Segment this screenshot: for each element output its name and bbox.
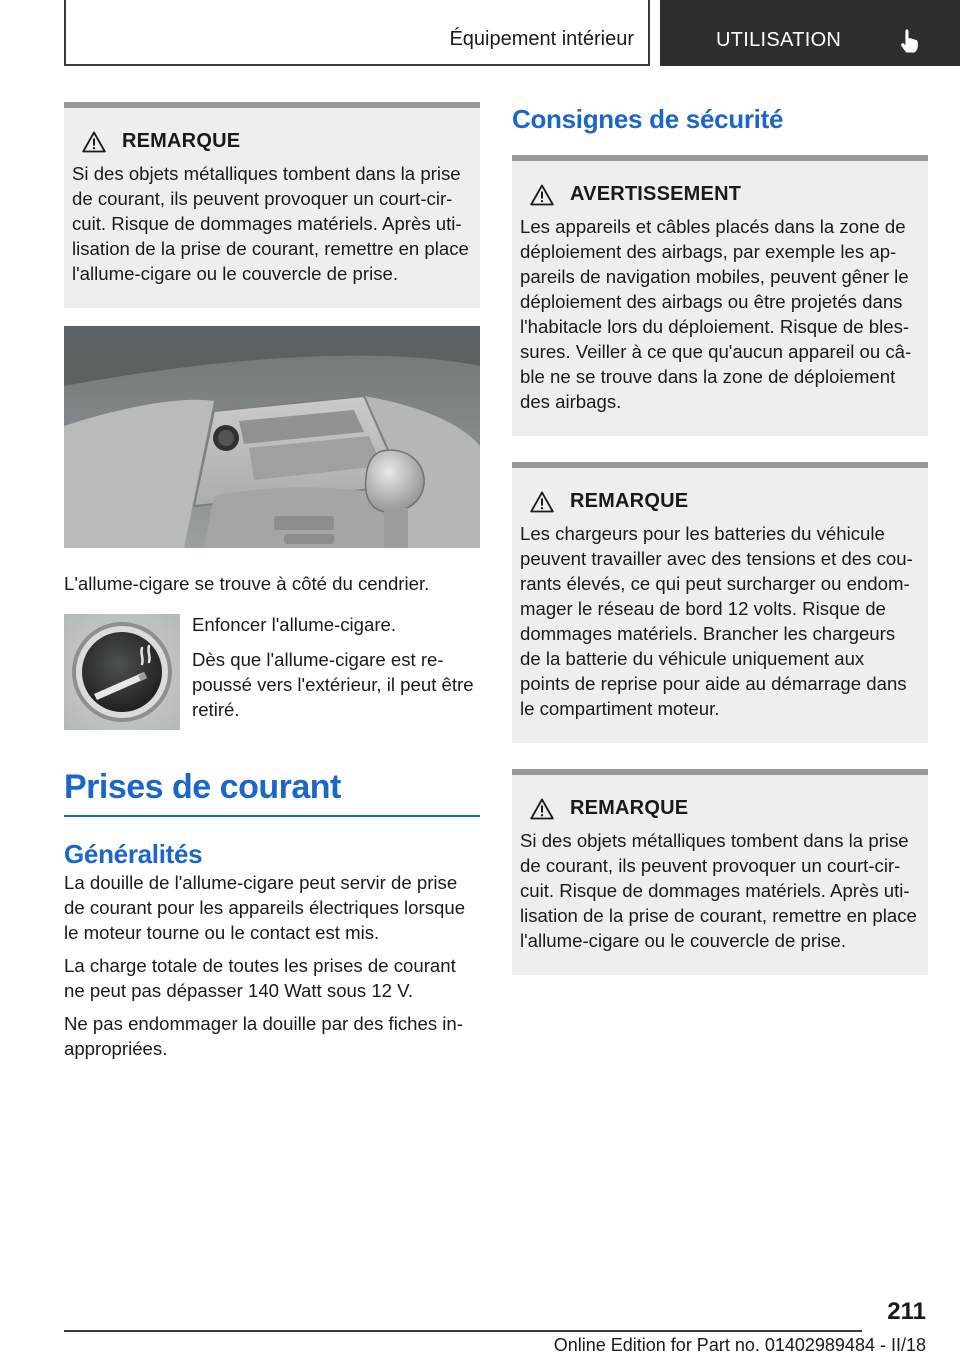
notice-header	[530, 797, 918, 820]
photo-caption: L'allume-cigare se trouve à côté du cendrier.	[64, 573, 430, 594]
notice-text: Si des objets métalliques tombent dans la prise de courant, ils peuvent provoquer un court-cir-cuit. Risque de dommages matériels. Après uti-lisation de la prise de courant, remettre en place l'allume-cigare ou le couvercle de prise.	[72, 163, 469, 284]
notice-box-remark-1	[64, 102, 480, 308]
hand-pointer-icon	[896, 26, 924, 54]
notice-title: REMARQUE	[570, 490, 689, 512]
notice-header	[530, 490, 918, 513]
general-paragraphs	[64, 870, 480, 1061]
header-section-box	[64, 0, 650, 66]
notice-box-remark-3	[512, 769, 928, 975]
warning-triangle-icon	[530, 798, 554, 820]
lighter-instruction	[64, 614, 480, 730]
notice-box-remark-2	[512, 462, 928, 743]
notice-text: Les appareils et câbles placés dans la zone de déploiement des airbags, par exemple les ap-pareils de navigation mobiles, peuvent gêner le déploiement des airbags ou être projetés dans l'habitacle lors du déploiement. Risque de bles-sures. Veiller à ce que qu'aucun appareil ou câ-ble ne se trouve dans la zone de déploiement des airbags.	[520, 216, 912, 412]
center-console-photo	[64, 326, 480, 548]
lighter-text-block	[192, 612, 480, 730]
section-heading-power-sockets: Prises de courant	[64, 768, 480, 817]
page-number: 211	[887, 1298, 926, 1325]
notice-text: Si des objets métalliques tombent dans la prise de courant, ils peuvent provoquer un court-cir-cuit. Risque de dommages matériels. Après uti-lisation de la prise de courant, remettre en place l'allume-cigare ou le couvercle de prise.	[520, 830, 917, 951]
warning-triangle-icon	[530, 184, 554, 206]
right-column	[512, 100, 928, 975]
notice-title: REMARQUE	[122, 130, 241, 152]
left-column	[64, 102, 480, 1061]
lighter-step-2: Dès que l'allume-cigare est re-poussé vers l'extérieur, il peut être retiré.	[192, 649, 474, 720]
general-paragraph-2: La charge totale de toutes les prises de courant ne peut pas dépasser 140 Watt sous 12 V.	[64, 955, 456, 1001]
notice-title: AVERTISSEMENT	[570, 183, 742, 205]
notice-header	[82, 130, 470, 153]
header-chapter-title: UTILISATION	[716, 29, 842, 51]
footer-divider	[64, 1330, 862, 1332]
subheading-general: Généralités	[64, 839, 203, 869]
header-chapter-box[interactable]	[660, 0, 960, 66]
notice-title: REMARQUE	[570, 797, 689, 819]
notice-text: Les chargeurs pour les batteries du véhicule peuvent travailler avec des tensions et des cou-rants élevés, ce qui peut surcharger ou endom-mager le réseau de bord 12 volts. Risque de dommages matériels. Brancher les chargeurs de la batterie du véhicule uniquement aux points de reprise pour aide au démarrage dans le compartiment moteur.	[520, 523, 913, 719]
header-section-title: Équipement intérieur	[449, 28, 634, 50]
footer-edition: Online Edition for Part no. 01402989484 - II/18	[553, 1335, 926, 1355]
general-paragraph-3: Ne pas endommager la douille par des fiches in-appropriées.	[64, 1013, 463, 1059]
notice-box-warning	[512, 155, 928, 436]
warning-triangle-icon	[82, 131, 106, 153]
lighter-step-1: Enfoncer l'allume-cigare.	[192, 614, 397, 635]
general-paragraph-1: La douille de l'allume-cigare peut servir de prise de courant pour les appareils électriques lorsque le moteur tourne ou le contact est mis.	[64, 872, 466, 943]
notice-header	[530, 183, 918, 206]
subheading-safety: Consignes de sécurité	[512, 104, 784, 134]
cigarette-lighter-icon	[64, 614, 180, 730]
warning-triangle-icon	[530, 491, 554, 513]
